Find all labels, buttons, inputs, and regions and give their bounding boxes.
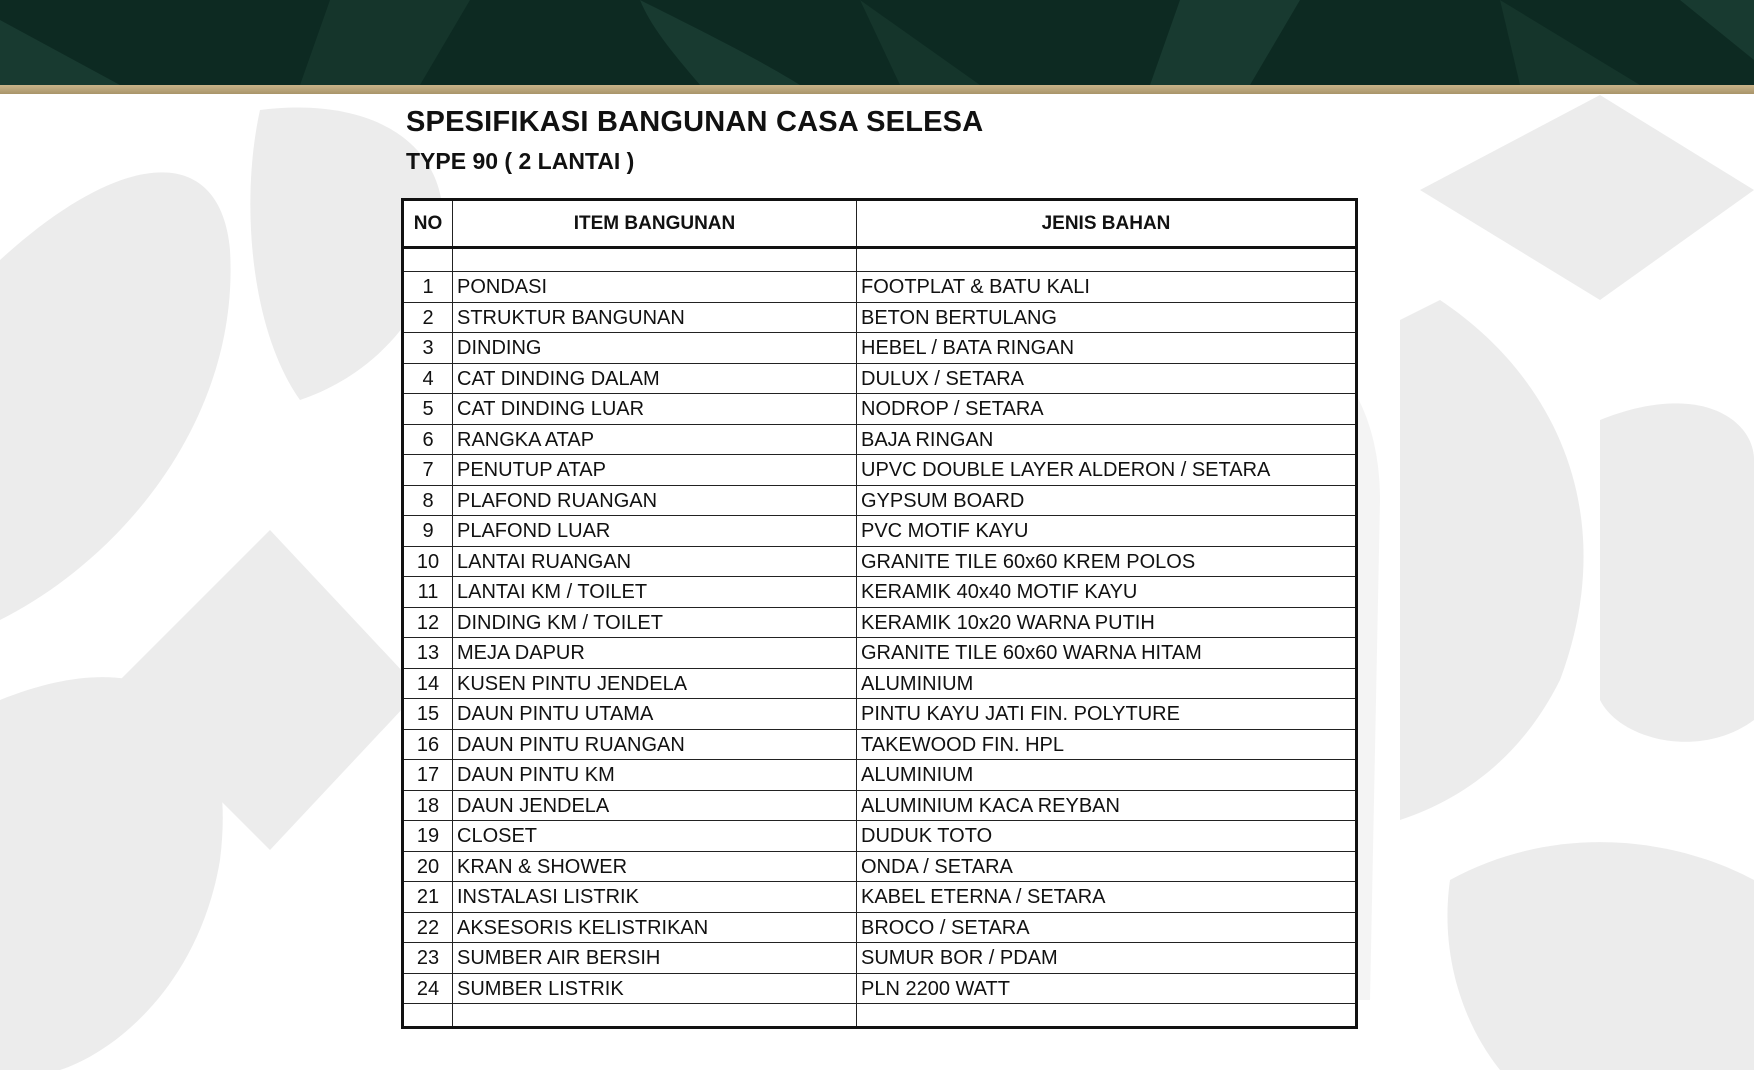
table-row — [403, 943, 1357, 974]
table-row — [403, 424, 1357, 455]
row-number: 11 — [403, 577, 453, 608]
gold-stripe — [0, 85, 1754, 94]
row-number: 24 — [403, 973, 453, 1004]
row-number: 16 — [403, 729, 453, 760]
row-item: CAT DINDING DALAM — [453, 363, 857, 394]
row-material: GRANITE TILE 60x60 WARNA HITAM — [857, 638, 1357, 669]
blank-cell — [453, 248, 857, 272]
row-number: 2 — [403, 302, 453, 333]
row-item: PLAFOND RUANGAN — [453, 485, 857, 516]
blank-cell — [857, 1004, 1357, 1028]
row-number: 8 — [403, 485, 453, 516]
table-row — [403, 302, 1357, 333]
table-row — [403, 912, 1357, 943]
row-item: KRAN & SHOWER — [453, 851, 857, 882]
table-row — [403, 272, 1357, 303]
row-material: PVC MOTIF KAYU — [857, 516, 1357, 547]
row-material: KERAMIK 10x20 WARNA PUTIH — [857, 607, 1357, 638]
row-material: DUDUK TOTO — [857, 821, 1357, 852]
row-item: SUMBER LISTRIK — [453, 973, 857, 1004]
row-material: SUMUR BOR / PDAM — [857, 943, 1357, 974]
row-item: DINDING KM / TOILET — [453, 607, 857, 638]
header-pattern — [0, 0, 1754, 85]
table-row — [403, 821, 1357, 852]
table-row — [403, 760, 1357, 791]
row-number: 7 — [403, 455, 453, 486]
row-item: SUMBER AIR BERSIH — [453, 943, 857, 974]
blank-row — [403, 1004, 1357, 1028]
row-number: 20 — [403, 851, 453, 882]
table-row — [403, 699, 1357, 730]
spec-table — [401, 198, 1358, 1029]
row-material: ALUMINIUM — [857, 668, 1357, 699]
blank-cell — [403, 1004, 453, 1028]
blank-cell — [403, 248, 453, 272]
table-row — [403, 577, 1357, 608]
header-row — [403, 200, 1357, 248]
row-material: FOOTPLAT & BATU KALI — [857, 272, 1357, 303]
blank-cell — [857, 248, 1357, 272]
row-material: BETON BERTULANG — [857, 302, 1357, 333]
row-number: 1 — [403, 272, 453, 303]
row-material: DULUX / SETARA — [857, 363, 1357, 394]
table-row — [403, 516, 1357, 547]
row-material: UPVC DOUBLE LAYER ALDERON / SETARA — [857, 455, 1357, 486]
row-material: NODROP / SETARA — [857, 394, 1357, 425]
row-number: 12 — [403, 607, 453, 638]
row-number: 4 — [403, 363, 453, 394]
table-row — [403, 394, 1357, 425]
row-number: 21 — [403, 882, 453, 913]
row-number: 18 — [403, 790, 453, 821]
row-item: AKSESORIS KELISTRIKAN — [453, 912, 857, 943]
row-number: 13 — [403, 638, 453, 669]
row-item: DINDING — [453, 333, 857, 364]
row-item: PONDASI — [453, 272, 857, 303]
row-item: CAT DINDING LUAR — [453, 394, 857, 425]
table-row — [403, 333, 1357, 364]
blank-row — [403, 248, 1357, 272]
table-row — [403, 546, 1357, 577]
spec-table-body — [403, 248, 1357, 1028]
row-number: 6 — [403, 424, 453, 455]
spec-table-header — [403, 200, 1357, 248]
row-item: MEJA DAPUR — [453, 638, 857, 669]
document-title: SPESIFIKASI BANGUNAN CASA SELESA — [406, 106, 984, 138]
row-material: TAKEWOOD FIN. HPL — [857, 729, 1357, 760]
row-item: DAUN JENDELA — [453, 790, 857, 821]
row-number: 15 — [403, 699, 453, 730]
table-row — [403, 851, 1357, 882]
row-number: 10 — [403, 546, 453, 577]
row-item: STRUKTUR BANGUNAN — [453, 302, 857, 333]
table-row — [403, 485, 1357, 516]
table-row — [403, 363, 1357, 394]
header-band — [0, 0, 1754, 85]
header-no: NO — [403, 200, 453, 248]
table-row — [403, 638, 1357, 669]
row-item: LANTAI RUANGAN — [453, 546, 857, 577]
row-item: DAUN PINTU RUANGAN — [453, 729, 857, 760]
row-material: ONDA / SETARA — [857, 851, 1357, 882]
row-number: 14 — [403, 668, 453, 699]
table-row — [403, 790, 1357, 821]
row-material: ALUMINIUM KACA REYBAN — [857, 790, 1357, 821]
header-item: ITEM BANGUNAN — [453, 200, 857, 248]
row-item: LANTAI KM / TOILET — [453, 577, 857, 608]
table-row — [403, 668, 1357, 699]
row-number: 9 — [403, 516, 453, 547]
row-material: KABEL ETERNA / SETARA — [857, 882, 1357, 913]
row-material: BROCO / SETARA — [857, 912, 1357, 943]
row-number: 5 — [403, 394, 453, 425]
row-material: GRANITE TILE 60x60 KREM POLOS — [857, 546, 1357, 577]
table-row — [403, 973, 1357, 1004]
row-number: 3 — [403, 333, 453, 364]
row-material: GYPSUM BOARD — [857, 485, 1357, 516]
row-number: 17 — [403, 760, 453, 791]
table-row — [403, 882, 1357, 913]
row-material: KERAMIK 40x40 MOTIF KAYU — [857, 577, 1357, 608]
row-item: RANGKA ATAP — [453, 424, 857, 455]
row-item: KUSEN PINTU JENDELA — [453, 668, 857, 699]
row-material: PLN 2200 WATT — [857, 973, 1357, 1004]
row-item: PENUTUP ATAP — [453, 455, 857, 486]
blank-cell — [453, 1004, 857, 1028]
row-material: HEBEL / BATA RINGAN — [857, 333, 1357, 364]
table-row — [403, 607, 1357, 638]
row-number: 23 — [403, 943, 453, 974]
row-number: 19 — [403, 821, 453, 852]
table-row — [403, 729, 1357, 760]
table-row — [403, 455, 1357, 486]
row-material: BAJA RINGAN — [857, 424, 1357, 455]
row-item: DAUN PINTU UTAMA — [453, 699, 857, 730]
row-item: INSTALASI LISTRIK — [453, 882, 857, 913]
row-item: CLOSET — [453, 821, 857, 852]
row-item: DAUN PINTU KM — [453, 760, 857, 791]
row-material: PINTU KAYU JATI FIN. POLYTURE — [857, 699, 1357, 730]
document-subtitle: TYPE 90 ( 2 LANTAI ) — [406, 148, 635, 174]
header-bahan: JENIS BAHAN — [857, 200, 1357, 248]
row-item: PLAFOND LUAR — [453, 516, 857, 547]
row-number: 22 — [403, 912, 453, 943]
row-material: ALUMINIUM — [857, 760, 1357, 791]
